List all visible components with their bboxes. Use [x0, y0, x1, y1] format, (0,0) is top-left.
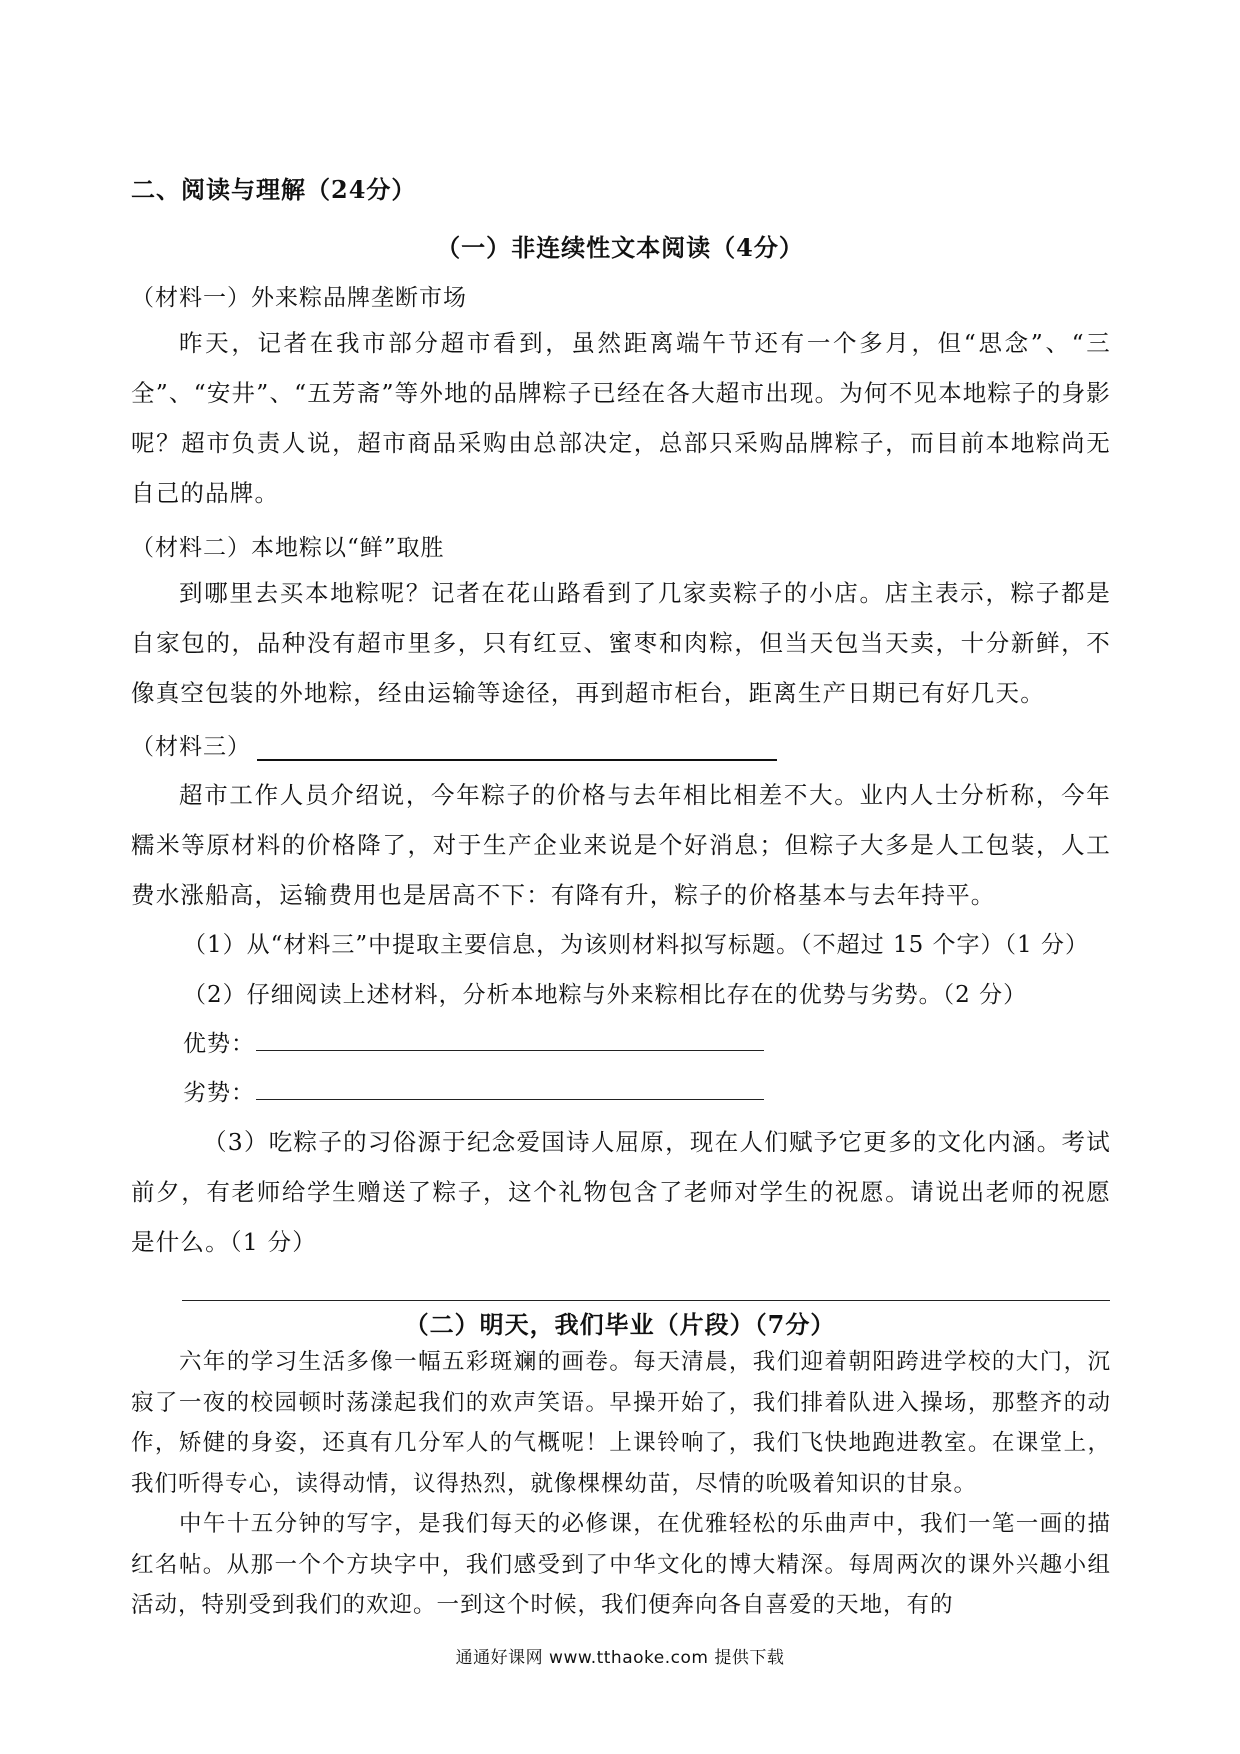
- q3-answer-line[interactable]: [182, 1300, 1110, 1301]
- material2-label: （材料二）本地粽以“鲜”取胜: [131, 535, 445, 561]
- material3-label: （材料三）: [131, 734, 251, 760]
- material3-title-blank[interactable]: [257, 737, 777, 761]
- question-3: （3）吃粽子的习俗源于纪念爱国诗人屈原，现在人们赋予它更多的文化内涵。考试前夕，有老师给学生赠送了粽子，这个礼物包含了老师对学生的祝愿。请说出老师的祝愿是什么。（1 分）: [131, 1128, 1111, 1256]
- part2-paragraph-1: 六年的学习生活多像一幅五彩斑斓的画卷。每天清晨，我们迎着朝阳跨进学校的大门，沉寂了一夜的校园顿时荡漾起我们的欢声笑语。早操开始了，我们排着队进入操场，那整齐的动作，矫健的身姿，还真有几分军人的气概呢！上课铃响了，我们飞快地跑进教室。在课堂上，我们听得专心，读得动情，议得热烈，就像棵棵幼苗，尽情的吮吸着知识的甘泉。: [131, 1349, 1111, 1497]
- question-2: （2）仔细阅读上述材料，分析本地粽与外来粽相比存在的优势与劣势。（2 分）: [183, 982, 1028, 1008]
- part2-title: （二）明天，我们毕业（片段）（7分）: [404, 1310, 836, 1339]
- material1-label: （材料一）外来粽品牌垄断市场: [131, 285, 467, 311]
- disadvantage-label: 劣势：: [183, 1080, 255, 1106]
- advantage-answer-line[interactable]: [256, 1050, 764, 1051]
- part1-title: （一）非连续性文本阅读（4分）: [436, 233, 804, 262]
- material3-text: 超市工作人员介绍说，今年粽子的价格与去年相比相差不大。业内人士分析称，今年糯米等原材料的价格降了，对于生产企业来说是个好消息；但粽子大多是人工包装，人工费水涨船高，运输费用也是居高不下：有降有升，粽子的价格基本与去年持平。: [131, 781, 1111, 909]
- material2-text: 到哪里去买本地粽呢？记者在花山路看到了几家卖粽子的小店。店主表示，粽子都是自家包的，品种没有超市里多，只有红豆、蜜枣和肉粽，但当天包当天卖，十分新鲜，不像真空包装的外地粽，经由运输等途径，再到超市柜台，距离生产日期已有好几天。: [131, 579, 1111, 707]
- material1-text: 昨天，记者在我市部分超市看到，虽然距离端午节还有一个多月，但“思念”、“三全”、“安井”、“五芳斋”等外地的品牌粽子已经在各大超市出现。为何不见本地粽子的身影呢？超市负责人说，超市商品采购由总部决定，总部只采购品牌粽子，而目前本地粽尚无自己的品牌。: [131, 329, 1111, 507]
- material3-label-row: [131, 728, 777, 761]
- footer-source: 通通好课网 www.tthaoke.com 提供下载: [455, 1648, 785, 1668]
- advantage-label: 优势：: [183, 1031, 255, 1057]
- section-title: 二、阅读与理解（24分）: [131, 175, 417, 204]
- question-1: （1）从“材料三”中提取主要信息，为该则材料拟写标题。（不超过 15 个字）（1 分）: [183, 932, 1089, 958]
- part2-paragraph-2: 中午十五分钟的写字，是我们每天的必修课，在优雅轻松的乐曲声中，我们一笔一画的描红名帖。从那一个个方块字中，我们感受到了中华文化的博大精深。每周两次的课外兴趣小组活动，特别受到我们的欢迎。一到这个时候，我们便奔向各自喜爱的天地，有的: [131, 1511, 1111, 1618]
- disadvantage-answer-line[interactable]: [256, 1099, 764, 1100]
